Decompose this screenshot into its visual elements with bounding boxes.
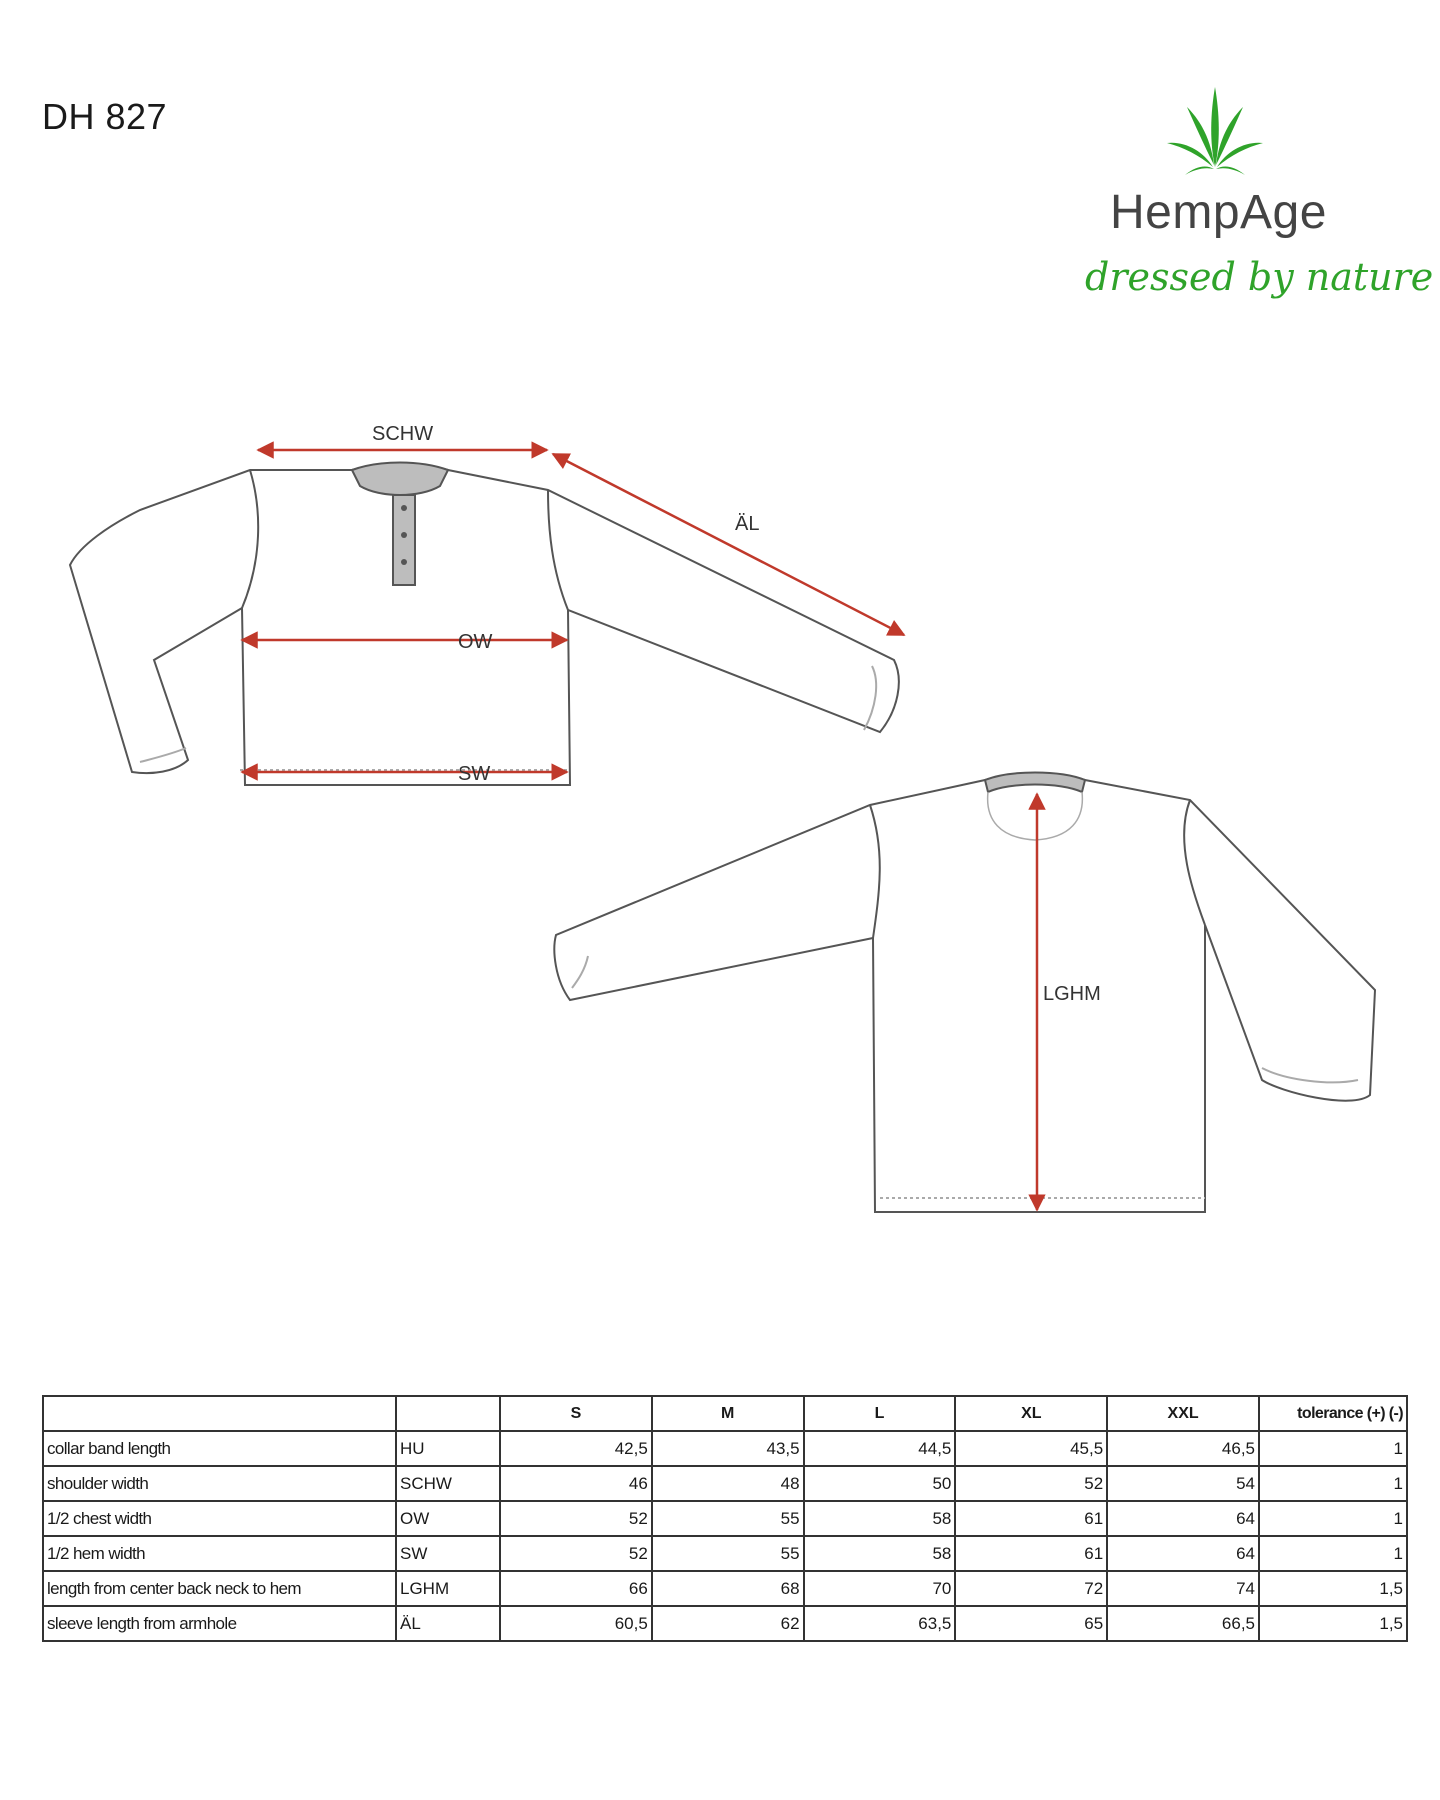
cell-tolerance: 1,5 bbox=[1259, 1606, 1407, 1641]
cell-value: 63,5 bbox=[804, 1606, 956, 1641]
cell-value: 52 bbox=[955, 1466, 1107, 1501]
row-code: LGHM bbox=[396, 1571, 500, 1606]
hemp-leaf-icon bbox=[1165, 85, 1265, 180]
row-label: 1/2 chest width bbox=[43, 1501, 396, 1536]
label-sw: SW bbox=[458, 763, 491, 785]
cell-value: 52 bbox=[500, 1536, 652, 1571]
cell-value: 43,5 bbox=[652, 1431, 804, 1466]
header-cell-measurement bbox=[43, 1396, 396, 1431]
cell-value: 65 bbox=[955, 1606, 1107, 1641]
row-label: collar band length bbox=[43, 1431, 396, 1466]
cell-value: 48 bbox=[652, 1466, 804, 1501]
cell-value: 64 bbox=[1107, 1536, 1259, 1571]
header-cell-code bbox=[396, 1396, 500, 1431]
product-code: DH 827 bbox=[42, 96, 168, 137]
header-cell-size-m: M bbox=[652, 1396, 804, 1431]
back-view-shirt bbox=[554, 774, 1375, 1212]
row-code: OW bbox=[396, 1501, 500, 1536]
front-view-shirt bbox=[70, 464, 899, 785]
front-collar bbox=[352, 463, 448, 586]
cell-value: 64 bbox=[1107, 1501, 1259, 1536]
cell-value: 50 bbox=[804, 1466, 956, 1501]
label-lghm: LGHM bbox=[1043, 983, 1101, 1005]
header-cell-size-xl: XL bbox=[955, 1396, 1107, 1431]
table-row bbox=[43, 1501, 1407, 1536]
table-row bbox=[43, 1466, 1407, 1501]
cell-tolerance: 1 bbox=[1259, 1536, 1407, 1571]
cell-value: 55 bbox=[652, 1501, 804, 1536]
table-header-row bbox=[43, 1396, 1407, 1431]
row-label: sleeve length from armhole bbox=[43, 1606, 396, 1641]
table-row bbox=[43, 1431, 1407, 1466]
garment-technical-drawing bbox=[0, 390, 1440, 1250]
row-label: length from center back neck to hem bbox=[43, 1571, 396, 1606]
row-code: SW bbox=[396, 1536, 500, 1571]
cell-value: 68 bbox=[652, 1571, 804, 1606]
cell-tolerance: 1 bbox=[1259, 1431, 1407, 1466]
cell-value: 46,5 bbox=[1107, 1431, 1259, 1466]
cell-value: 61 bbox=[955, 1536, 1107, 1571]
cell-value: 58 bbox=[804, 1501, 956, 1536]
row-code: HU bbox=[396, 1431, 500, 1466]
cell-value: 44,5 bbox=[804, 1431, 956, 1466]
cell-tolerance: 1,5 bbox=[1259, 1571, 1407, 1606]
cell-value: 61 bbox=[955, 1501, 1107, 1536]
label-al: ÄL bbox=[735, 513, 760, 535]
cell-tolerance: 1 bbox=[1259, 1501, 1407, 1536]
header-cell-size-l: L bbox=[804, 1396, 956, 1431]
header-cell-size-xxl: XXL bbox=[1107, 1396, 1259, 1431]
cell-value: 52 bbox=[500, 1501, 652, 1536]
cell-value: 42,5 bbox=[500, 1431, 652, 1466]
cell-value: 58 bbox=[804, 1536, 956, 1571]
cell-value: 62 bbox=[652, 1606, 804, 1641]
row-label: 1/2 hem width bbox=[43, 1536, 396, 1571]
cell-value: 54 bbox=[1107, 1466, 1259, 1501]
cell-value: 66 bbox=[500, 1571, 652, 1606]
table-row bbox=[43, 1536, 1407, 1571]
cell-value: 72 bbox=[955, 1571, 1107, 1606]
table-row bbox=[43, 1571, 1407, 1606]
label-schw: SCHW bbox=[372, 423, 434, 445]
cell-value: 46 bbox=[500, 1466, 652, 1501]
cell-value: 60,5 bbox=[500, 1606, 652, 1641]
size-chart-table bbox=[42, 1395, 1408, 1642]
label-ow: OW bbox=[458, 631, 493, 653]
brand-logo bbox=[1055, 85, 1434, 345]
cell-value: 55 bbox=[652, 1536, 804, 1571]
brand-name: HempAge bbox=[1110, 186, 1327, 239]
cell-tolerance: 1 bbox=[1259, 1466, 1407, 1501]
row-code: SCHW bbox=[396, 1466, 500, 1501]
header-cell-tolerance: tolerance (+) (-) bbox=[1259, 1396, 1407, 1431]
cell-value: 45,5 bbox=[955, 1431, 1107, 1466]
back-collar bbox=[985, 773, 1085, 841]
table-row bbox=[43, 1606, 1407, 1641]
header-cell-size-s: S bbox=[500, 1396, 652, 1431]
row-label: shoulder width bbox=[43, 1466, 396, 1501]
brand-tagline: dressed by nature bbox=[1085, 255, 1434, 299]
cell-value: 70 bbox=[804, 1571, 956, 1606]
cell-value: 66,5 bbox=[1107, 1606, 1259, 1641]
row-code: ÄL bbox=[396, 1606, 500, 1641]
cell-value: 74 bbox=[1107, 1571, 1259, 1606]
